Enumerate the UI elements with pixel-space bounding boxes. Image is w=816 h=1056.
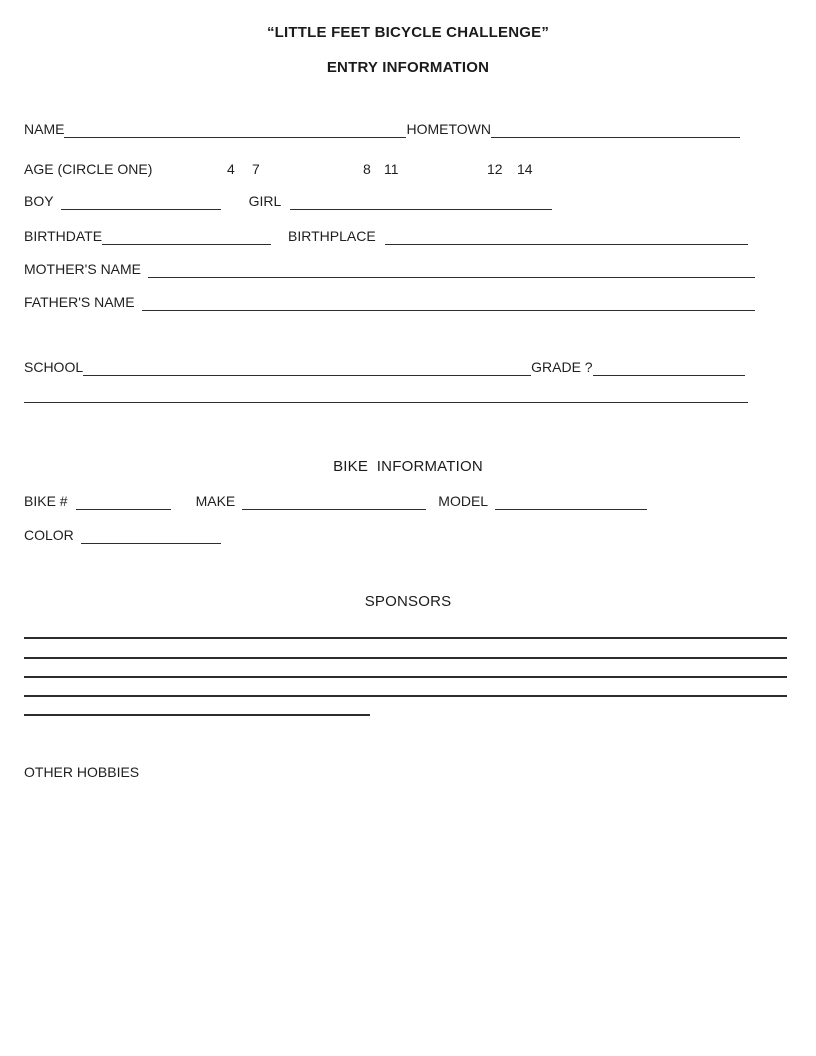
model-label: MODEL [438,493,489,509]
hometown-field-line[interactable] [491,122,740,138]
age-option-7[interactable]: 7 [252,161,260,177]
age-row [24,161,740,178]
bike-section-heading: BIKE INFORMATION [333,458,483,475]
sponsor-line-2[interactable] [24,657,787,659]
sponsors-heading: SPONSORS [364,593,452,610]
birthdate-birthplace-row [24,228,748,245]
bike-number-field-line[interactable] [76,494,171,510]
age-option-12[interactable]: 12 [487,161,503,177]
color-label: COLOR [24,527,74,543]
sponsor-line-1[interactable] [24,637,787,639]
form-subtitle: ENTRY INFORMATION [326,59,490,76]
school-grade-row [24,359,745,376]
mothers-name-label: MOTHER'S NAME [24,261,142,277]
age-option-11[interactable]: 11 [384,161,399,177]
birthplace-field-line[interactable] [385,229,748,245]
boy-label: BOY [24,193,54,209]
fathers-name-label: FATHER'S NAME [24,294,135,310]
mothers-name-field-line[interactable] [148,262,755,278]
make-field-line[interactable] [242,494,426,510]
fathers-name-row [24,294,755,311]
grade-label: GRADE ? [531,359,593,375]
bike-number-label: BIKE # [24,493,68,509]
school-field-line[interactable] [83,360,531,376]
fathers-name-field-line[interactable] [142,295,755,311]
name-field-line[interactable] [64,122,406,138]
age-option-8[interactable]: 8 [363,161,371,177]
sponsor-line-5[interactable] [24,714,370,716]
hometown-label: HOMETOWN [406,121,491,137]
sponsor-line-4[interactable] [24,695,787,697]
age-option-14[interactable]: 14 [517,161,533,177]
sponsor-line-3[interactable] [24,676,787,678]
mothers-name-row [24,261,755,278]
extra-field-line[interactable] [24,402,748,403]
boy-field-line[interactable] [61,194,221,210]
color-field-line[interactable] [81,528,221,544]
age-option-4[interactable]: 4 [227,161,235,177]
birthdate-label: BIRTHDATE [24,228,103,244]
form-title: “LITTLE FEET BICYCLE CHALLENGE” [266,24,550,41]
girl-field-line[interactable] [290,194,552,210]
school-label: SCHOOL [24,359,84,375]
age-label: AGE (CIRCLE ONE) [24,161,153,177]
girl-label: GIRL [248,193,282,209]
bike-make-model-row [24,493,647,510]
make-label: MAKE [195,493,236,509]
name-label: NAME [24,121,65,137]
birthdate-field-line[interactable] [102,229,271,245]
model-field-line[interactable] [495,494,647,510]
grade-field-line[interactable] [593,360,745,376]
color-row [24,527,221,544]
boy-girl-row [24,193,552,210]
other-hobbies-label: OTHER HOBBIES [24,764,140,780]
other-hobbies-row [24,764,139,781]
name-hometown-row [24,121,740,138]
birthplace-label: BIRTHPLACE [288,228,376,244]
